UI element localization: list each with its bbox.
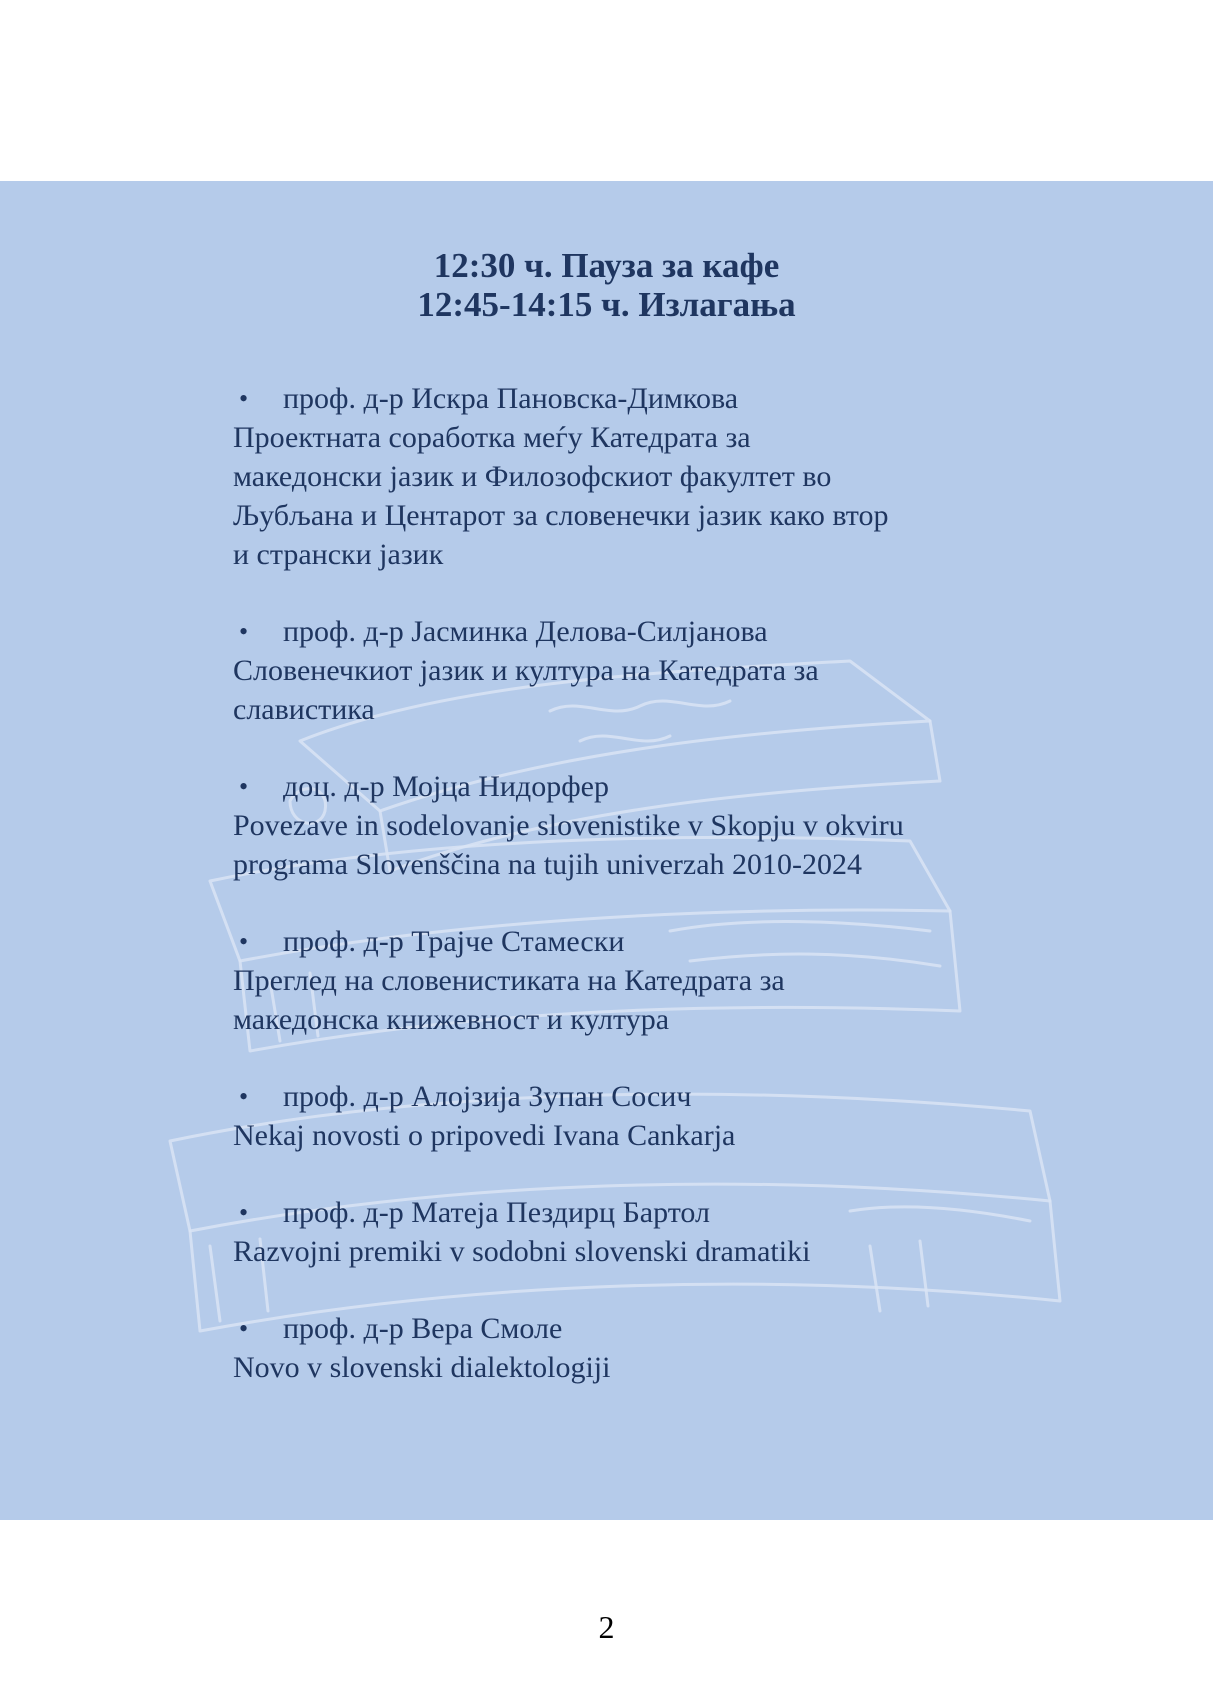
bullet-icon: •: [239, 1314, 249, 1343]
program-panel: [0, 181, 1213, 1520]
schedule-header: [0, 246, 1213, 324]
talk-item: [233, 612, 1013, 729]
talk-item: [233, 1193, 1013, 1271]
talk-title-line: Преглед на словенистиката на Катедрата за: [233, 964, 785, 997]
bullet-icon: •: [239, 1082, 249, 1111]
presentations-heading: 12:45-14:15 ч. Излагања: [417, 285, 796, 324]
speaker-line: [233, 922, 1013, 961]
bullet-icon: •: [239, 927, 249, 956]
speaker-name: проф. д-р Трајче Стамески: [283, 925, 625, 958]
speaker-name: проф. д-р Јасминка Делова-Силјанова: [283, 615, 768, 648]
speaker-line: [233, 1309, 1013, 1348]
speaker-line: [233, 1193, 1013, 1232]
talk-title-line: Novo v slovenski dialektologiji: [233, 1351, 611, 1384]
bullet-icon: •: [239, 1198, 249, 1227]
speaker-line: [233, 767, 1013, 806]
talk-title-line: Nekaj novosti o pripovedi Ivana Cankarja: [233, 1119, 736, 1152]
bullet-icon: •: [239, 384, 249, 413]
talk-title-line: Razvojni premiki v sodobni slovenski dramatiki: [233, 1235, 811, 1268]
speaker-name: проф. д-р Вера Смоле: [283, 1312, 563, 1345]
page-number: 2: [598, 1609, 615, 1645]
talk-title-line: македонски јазик и Филозофскиот факултет во: [233, 460, 832, 493]
speaker-line: [233, 379, 1013, 418]
bullet-icon: •: [239, 772, 249, 801]
talk-item: [233, 1077, 1013, 1155]
talk-title-line: Љубљана и Центарот за словенечки јазик како втор: [233, 499, 889, 532]
talk-item: [233, 767, 1013, 884]
talk-title-line: македонска книжевност и култура: [233, 1003, 670, 1036]
speaker-line: [233, 612, 1013, 651]
talk-title-line: programa Slovenščina na tujih univerzah 2010-2024: [233, 848, 863, 881]
talk-title-line: Словенечкиот јазик и култура на Катедрата за: [233, 654, 819, 687]
bullet-icon: •: [239, 617, 249, 646]
talk-item: [233, 1309, 1013, 1387]
speaker-name: проф. д-р Матеја Пездирц Бартол: [283, 1196, 711, 1229]
coffee-break-heading: 12:30 ч. Пауза за кафе: [433, 246, 780, 285]
talk-title-line: и странски јазик: [233, 538, 444, 571]
speaker-name: проф. д-р Искра Пановска-Димкова: [283, 382, 739, 415]
talk-title-line: славистика: [233, 693, 375, 726]
speaker-line: [233, 1077, 1013, 1116]
talk-item: [233, 922, 1013, 1039]
talk-item: [233, 379, 1013, 574]
talk-list: [233, 379, 1013, 1425]
speaker-name: проф. д-р Алојзија Зупан Сосич: [283, 1080, 692, 1113]
speaker-name: доц. д-р Мојца Нидорфер: [283, 770, 609, 803]
talk-title-line: Проектната соработка меѓу Катедрата за: [233, 421, 751, 454]
talk-title-line: Povezave in sodelovanje slovenistike v Skopju v okviru: [233, 809, 904, 842]
